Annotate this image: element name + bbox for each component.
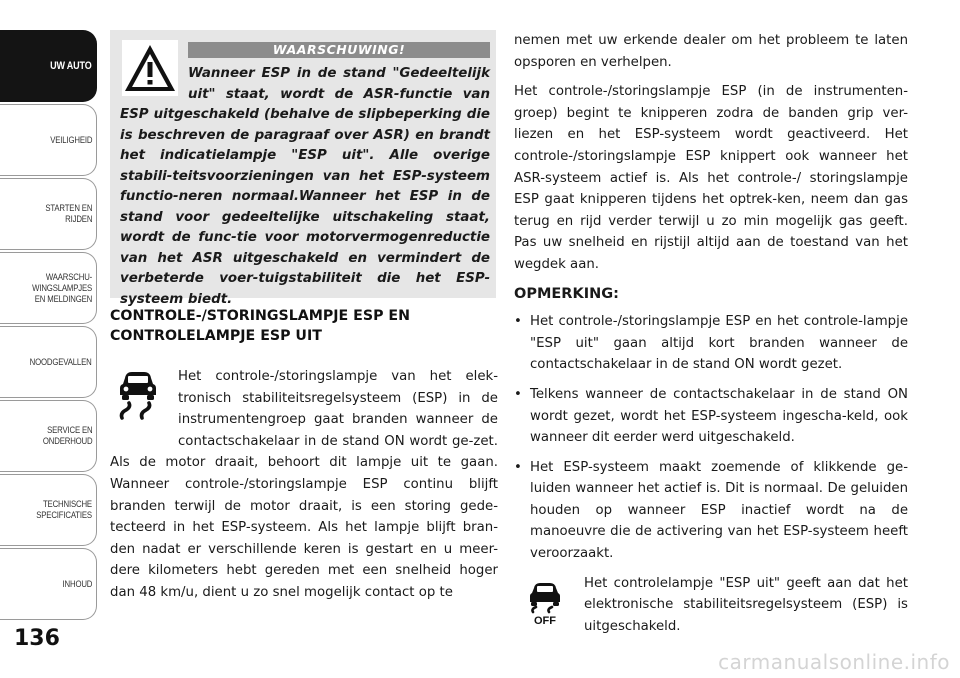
tab-noodgevallen[interactable] xyxy=(0,326,97,398)
tab-waarschuwingslampjes[interactable] xyxy=(0,252,97,324)
heading-line-2: CONTROLELAMPJE ESP UIT xyxy=(110,328,322,344)
heading-line-1: CONTROLE-/STORINGSLAMPJE ESP EN xyxy=(110,308,410,324)
tab-label: NOODGEVALLEN xyxy=(30,356,92,368)
right-column xyxy=(514,30,908,637)
tab-service-en-onderhoud[interactable] xyxy=(0,400,97,472)
tab-label: VEILIGHEID xyxy=(49,134,92,146)
tab-label: INHOUD xyxy=(62,578,92,590)
esp-off-text: Het controlelampje "ESP uit" geeft aan dat het elektronische stabiliteitsregelsysteem (ESP) is uitgeschakeld. xyxy=(584,575,908,634)
tab-uw-auto[interactable] xyxy=(0,30,97,102)
warning-body: Wanneer ESP in de stand "Gedeeltelijk uit" staat, wordt de ASR-functie van ESP uitgeschakeld (behalve de slipbeperking die is beschreven de paragraaf over ASR) en brandt het indicatielampje "ESP uit". Alle overige stabili-teitsvoorzieningen van het ESP-systeem functio-neren normaal.Wanneer het ESP in de stand voor gedeeltelijke uitschakeling staat, wordt de func-tie voor motorvermogenreductie van het ASR uitgeschakeld en vermindert de verbeterde voer-tuigstabiliteit die het ESP-systeem biedt. xyxy=(120,66,490,307)
tab-label: STARTEN EN RIJDEN xyxy=(45,203,92,225)
warning-box xyxy=(110,30,496,307)
section-heading xyxy=(110,306,500,346)
tab-label: UW AUTO xyxy=(50,59,92,72)
list-item: • Het ESP-systeem maakt zoemende of klikkende ge-luiden wanneer het actief is. Dit is normaal. De geluiden houden op wanneer ESP inactief wordt na de manoeuvre die de activering van het ESP-systeem heeft veroorzaakt. xyxy=(514,457,908,565)
note-list xyxy=(514,311,908,565)
page-number: 136 xyxy=(14,626,60,651)
off-icon-label: OFF xyxy=(534,614,556,625)
esp-off-description xyxy=(514,573,908,638)
paragraph: Het controle-/storingslampje ESP (in de instrumenten-groep) begint te knipperen zodra de banden grip ver-liezen en het ESP-systeem wordt geactiveerd. Het controle-/storingslampje ESP knippert ook wanneer het ASR-systeem actief is. Als het controle-/ storingslampje ESP gaat knipperen tijdens het optrek-ken, neem dan gas terug en rijd verder terwijl u zo min mogelijk gas geeft. Pas uw snelheid en rijstijl altijd aan de toestand van het wegdek aan. xyxy=(514,84,908,272)
note-title: OPMERKING: xyxy=(514,285,619,302)
tab-label: TECHNISCHE SPECIFICATIES xyxy=(36,499,92,521)
tab-inhoud[interactable] xyxy=(0,548,97,620)
tab-label: WAARSCHU- WINGSLAMPJES EN MELDINGEN xyxy=(32,271,92,305)
list-item: • Het controle-/storingslampje ESP en het controle-lampje "ESP uit" gaan altijd kort branden wanneer de contactschakelaar in de stand ON wordt gezet. xyxy=(514,311,908,376)
list-item: • Telkens wanneer de contactschakelaar in de stand ON wordt gezet, wordt het ESP-systeem ingescha-keld, ook wanneer dit eerder werd uitgeschakeld. xyxy=(514,384,908,449)
watermark: carmanualsonline.info xyxy=(718,650,950,674)
esp-off-icon xyxy=(528,581,562,633)
tab-veiligheid[interactable] xyxy=(0,104,97,176)
paragraph: nemen met uw erkende dealer om het probleem te laten opsporen en verhelpen. xyxy=(514,33,908,70)
esp-lamp-text: Het controle-/storingslampje van het elek-tronisch stabiliteitsregelsysteem (ESP) in de instrumentengroep gaat branden wanneer de contactschakelaar in de stand ON wordt ge-zet. Als de motor draait, behoort dit lampje uit te gaan. Wanneer controle-/storingslampje ESP continu blijft branden terwijl de motor draait, is een storing gede-tecteerd in het ESP-systeem. Als het lampje blijft bran-den nadat er verschillende keren is gestart en u meer-dere kilometers hebt gereden met een snelheid hoger dan 48 km/u, dient u zo snel mogelijk contact op te xyxy=(110,369,498,600)
esp-skid-car-icon xyxy=(110,370,178,432)
tab-technische-specificaties[interactable] xyxy=(0,474,97,546)
tab-label: SERVICE EN ONDERHOUD xyxy=(42,425,92,447)
warning-title: WAARSCHUWING! xyxy=(188,42,490,58)
warning-text xyxy=(110,58,496,310)
esp-lamp-description xyxy=(110,366,498,604)
chapter-sidebar xyxy=(0,30,97,612)
tab-starten-en-rijden[interactable] xyxy=(0,178,97,250)
